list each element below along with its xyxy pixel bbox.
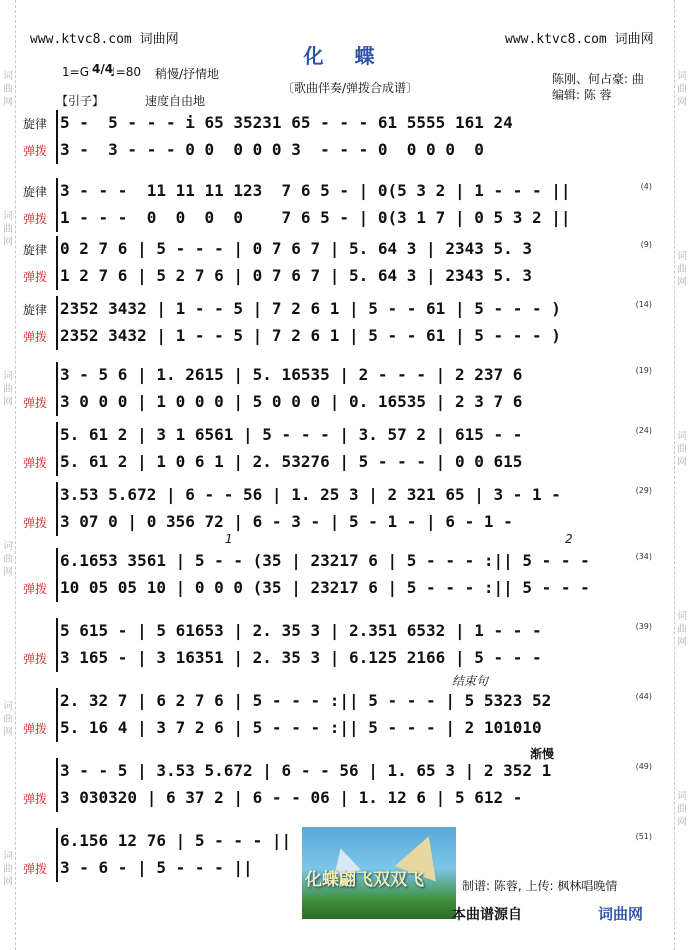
- arranger: 编辑: 陈 蓉: [552, 88, 612, 102]
- measure-number: (51): [635, 832, 652, 841]
- side-watermark: 词曲网: [3, 851, 13, 888]
- measure-number: (49): [635, 762, 652, 771]
- pluck-label: 弹拨: [23, 516, 48, 530]
- measure-number: (29): [635, 486, 652, 495]
- melody-line: 5. 61 2 | 3 1 6561 | 5 - - - | 3. 57 2 | 615 - -: [60, 425, 523, 444]
- melody-label: 旋律: [23, 303, 48, 317]
- site-url-right: www.ktvc8.com 词曲网: [505, 32, 654, 47]
- pluck-line: 3 - 6 - | 5 - - - ||: [60, 858, 253, 877]
- volta-first: 1: [225, 532, 233, 546]
- pluck-label: 弹拨: [23, 330, 48, 344]
- pluck-line: 1 - - - 0 0 0 0 7 6 5 - | 0(3 1 7 | 0 5 3 2 ||: [60, 208, 571, 227]
- pluck-label: 弹拨: [23, 144, 48, 158]
- time-signature: 4/4: [92, 62, 114, 76]
- melody-line: 2. 32 7 | 6 2 7 6 | 5 - - - :|| 5 - - - | 5 5323 52: [60, 691, 552, 710]
- melody-line: 0 2 7 6 | 5 - - - | 0 7 6 7 | 5. 64 3 | 2343 5. 3: [60, 239, 533, 258]
- pluck-line: 10 05 05 10 | 0 0 0 (35 | 23217 6 | 5 - - - :|| 5 - - -: [60, 578, 590, 597]
- pluck-label: 弹拨: [23, 862, 48, 876]
- volta-second: 2: [565, 532, 573, 546]
- melody-line: 3 - 5 6 | 1. 2615 | 5. 16535 | 2 - - - | 2 237 6: [60, 365, 523, 384]
- pluck-label: 弹拨: [23, 456, 48, 470]
- side-watermark: 词曲网: [3, 71, 13, 108]
- pluck-label: 弹拨: [23, 652, 48, 666]
- ornament-caption: 化蝶翩飞双双飞: [305, 870, 424, 890]
- side-watermark: 词曲网: [3, 371, 13, 408]
- side-watermark: 词曲网: [677, 791, 687, 828]
- subtitle: 〔歌曲伴奏/弹拨合成谱〕: [282, 81, 419, 95]
- side-watermark: 词曲网: [677, 251, 687, 288]
- source-label: 本曲谱源自: [452, 907, 522, 923]
- pluck-line: 5. 61 2 | 1 0 6 1 | 2. 53276 | 5 - - - | 0 0 615: [60, 452, 523, 471]
- pluck-label: 弹拨: [23, 396, 48, 410]
- pluck-label: 弹拨: [23, 582, 48, 596]
- free-tempo-mark: 速度自由地: [145, 94, 206, 108]
- melody-label: 旋律: [23, 185, 48, 199]
- melody-line: 3 - - 5 | 3.53 5.672 | 6 - - 56 | 1. 65 3 | 2 352 1: [60, 761, 552, 780]
- left-border-line: [15, 0, 16, 950]
- melody-label: 旋律: [23, 117, 48, 131]
- pluck-line: 1 2 7 6 | 5 2 7 6 | 0 7 6 7 | 5. 64 3 | 2343 5. 3: [60, 266, 533, 285]
- measure-number: (34): [635, 552, 652, 561]
- melody-line: 3.53 5.672 | 6 - - 56 | 1. 25 3 | 2 321 65 | 3 - 1 -: [60, 485, 561, 504]
- melody-line: 6.156 12 76 | 5 - - - ||: [60, 831, 292, 850]
- pluck-line: 3 030320 | 6 37 2 | 6 - - 06 | 1. 12 6 | 5 612 -: [60, 788, 523, 807]
- key-signature: 1=G: [62, 65, 89, 79]
- measure-number: (14): [635, 300, 652, 309]
- expression-mark: 稍慢/抒情地: [155, 67, 220, 81]
- measure-number: (39): [635, 622, 652, 631]
- measure-number: (9): [640, 240, 652, 249]
- credit-line: 制谱: 陈蓉, 上传: 枫林唱晚情: [462, 879, 618, 893]
- melody-line: 2352 3432 | 1 - - 5 | 7 2 6 1 | 5 - - 61 | 5 - - - ): [60, 299, 561, 318]
- melody-label: 旋律: [23, 243, 48, 257]
- measure-number: (44): [635, 692, 652, 701]
- pluck-label: 弹拨: [23, 792, 48, 806]
- ritardando-mark: 渐慢: [530, 747, 555, 761]
- side-watermark: 词曲网: [677, 431, 687, 468]
- site-url-left: www.ktvc8.com 词曲网: [30, 32, 179, 47]
- pluck-line: 3 - 3 - - - 0 0 0 0 0 3 - - - 0 0 0 0 0: [60, 140, 484, 159]
- pluck-label: 弹拨: [23, 270, 48, 284]
- pluck-line: 3 0 0 0 | 1 0 0 0 | 5 0 0 0 | 0. 16535 | 2 3 7 6: [60, 392, 523, 411]
- side-watermark: 词曲网: [677, 71, 687, 108]
- melody-line: 5 615 - | 5 61653 | 2. 35 3 | 2.351 6532 | 1 - - -: [60, 621, 542, 640]
- side-watermark: 词曲网: [3, 541, 13, 578]
- side-watermark: 词曲网: [677, 611, 687, 648]
- side-watermark: 词曲网: [3, 701, 13, 738]
- tempo-mark: ♩=80: [110, 65, 141, 79]
- brand-logo-text[interactable]: 词曲网: [598, 905, 644, 923]
- melody-line: 5 - 5 - - - i 65 35231 65 - - - 61 5555 161 24: [60, 113, 513, 132]
- measure-number: (24): [635, 426, 652, 435]
- pluck-label: 弹拨: [23, 722, 48, 736]
- measure-number: (19): [635, 366, 652, 375]
- page-title: 化 蝶: [303, 44, 387, 68]
- side-watermark: 词曲网: [3, 211, 13, 248]
- pluck-line: 3 165 - | 3 16351 | 2. 35 3 | 6.125 2166 | 5 - - -: [60, 648, 542, 667]
- melody-line: 3 - - - 11 11 11 123 7 6 5 - | 0(5 3 2 | 1 - - - ||: [60, 181, 571, 200]
- melody-line: 6.1653 3561 | 5 - - (35 | 23217 6 | 5 - - - :|| 5 - - -: [60, 551, 590, 570]
- measure-number: (4): [640, 182, 652, 191]
- coda-mark: 结束句: [452, 674, 489, 688]
- pluck-label: 弹拨: [23, 212, 48, 226]
- intro-label: 【引子】: [56, 94, 105, 108]
- pluck-line: 5. 16 4 | 3 7 2 6 | 5 - - - :|| 5 - - - | 2 101010: [60, 718, 542, 737]
- composers: 陈刚、何占豪: 曲: [552, 72, 644, 86]
- pluck-line: 2352 3432 | 1 - - 5 | 7 2 6 1 | 5 - - 61 | 5 - - - ): [60, 326, 561, 345]
- pluck-line: 3 07 0 | 0 356 72 | 6 - 3 - | 5 - 1 - | 6 - 1 -: [60, 512, 513, 531]
